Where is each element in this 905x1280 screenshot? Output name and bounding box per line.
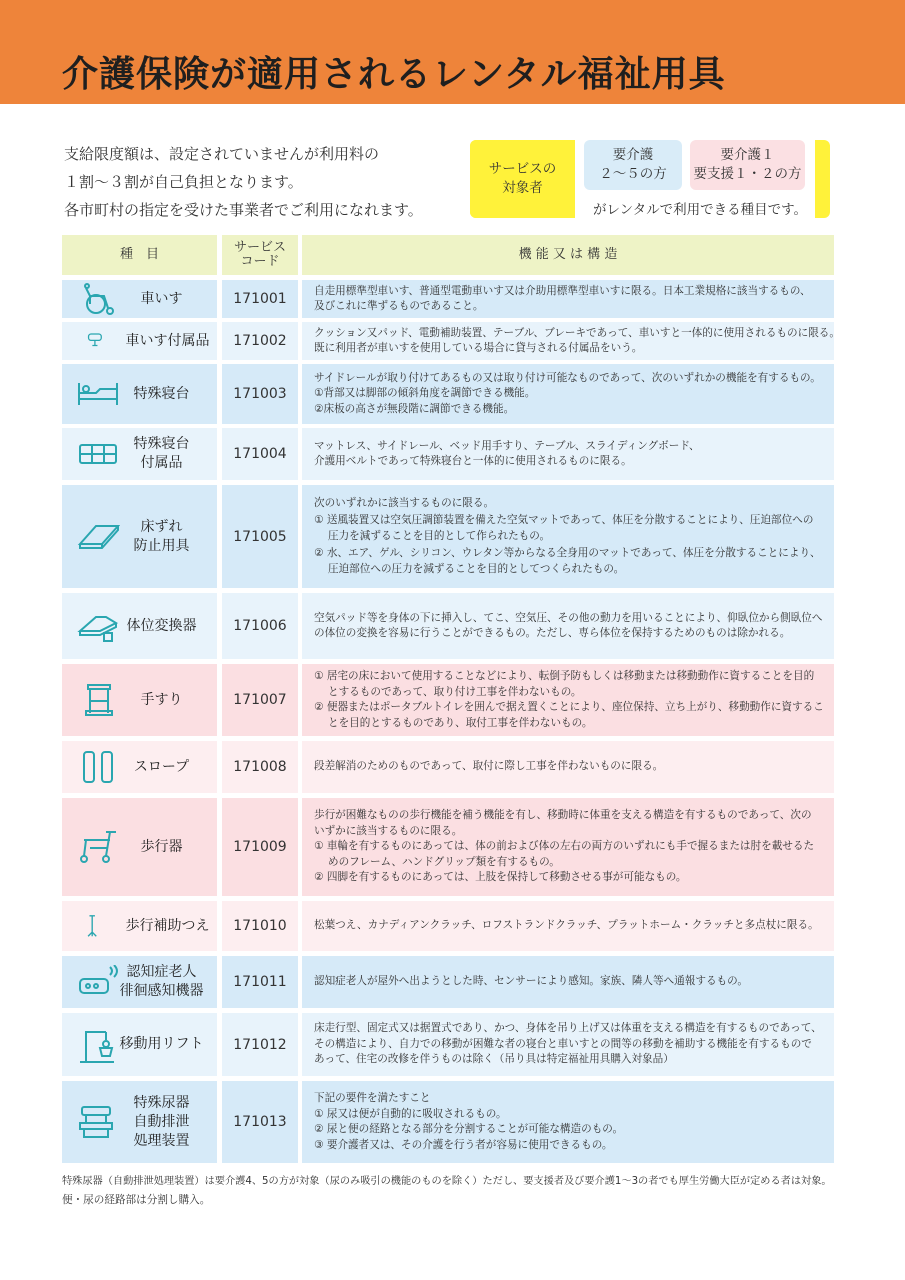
item-desc — [302, 664, 834, 736]
item-name-line: 徘徊感知機器 — [119, 983, 204, 999]
footnote-line: 特殊尿器（自動排泄処理装置）は要介護4、5の方が対象（尿のみ吸引の機能のものを除く）ただし、要支援者及び要介護1〜3の者でも厚生労働大臣が定める者は対象。 — [62, 1176, 832, 1187]
item-name-line: 認知症老人 — [126, 964, 197, 980]
item-desc — [302, 1081, 834, 1163]
item-code: 171005 — [222, 485, 298, 588]
legend-blue-line: 要介護 — [612, 147, 654, 163]
header-code — [222, 235, 298, 275]
desc-line: ②床板の高さが無段階に調節できる機能。 — [314, 402, 515, 415]
table-header — [62, 235, 834, 275]
item-name-line: 防止用具 — [133, 537, 190, 554]
item-code: 171006 — [222, 593, 298, 659]
header-function: 機 能 又 は 構 造 — [302, 235, 834, 275]
item-desc — [302, 280, 834, 318]
item-name: 歩行器 — [140, 838, 183, 855]
table-row — [62, 741, 834, 793]
desc-line: ③ 要介護者又は、その介護を行う者が容易に使用できるもの。 — [314, 1138, 613, 1151]
item-code: 171004 — [222, 428, 298, 480]
desc-line: ① 車輪を有するものにあっては、体の前および体の左右の両方のいずれにも手で握るまたは肘を載せるた — [314, 840, 815, 853]
table-row — [62, 364, 834, 424]
intro-text — [64, 140, 423, 224]
item-code: 171001 — [222, 280, 298, 318]
item-name — [110, 428, 213, 480]
desc-line: 段差解消のためのものであって、取付に際し工事を伴わないものに限る。 — [314, 760, 664, 773]
desc-line: その構造により、自力での移動が困難な者の寝台と車いすとの間等の移動を補助する機能を有するもので — [314, 1037, 812, 1050]
intro-line: １割〜３割が自己負担となります。 — [64, 173, 303, 191]
item-name-line: 処理装置 — [133, 1132, 190, 1149]
desc-line: 松葉つえ、カナディアンクラッチ、ロフストランドクラッチ、プラットホーム・クラッチと多点杖に限る。 — [314, 919, 819, 932]
item-name — [110, 956, 213, 1008]
item-desc — [302, 1013, 834, 1076]
item-code: 171011 — [222, 956, 298, 1008]
item-name: 特殊寝台 — [133, 385, 190, 402]
desc-line: サイドレールが取り付けてあるもの又は取り付け可能なものであって、次のいずれかの機能を有するもの。 — [314, 371, 821, 384]
table-row — [62, 901, 834, 951]
desc-line: 圧迫部位への圧力を減ずることを目的としてつくられたもの。 — [328, 562, 625, 575]
item-desc — [302, 428, 834, 480]
item-desc — [302, 485, 834, 588]
table-row — [62, 428, 834, 480]
intro-line: 各市町村の指定を受けた事業者でご利用になれます。 — [64, 201, 423, 219]
item-desc — [302, 741, 834, 793]
item-desc — [302, 901, 834, 951]
desc-line: ①背部又は脚部の傾斜角度を調節できる機能。 — [314, 387, 536, 400]
table-row — [62, 664, 834, 736]
table-row — [62, 1081, 834, 1163]
item-name-line: 床ずれ — [140, 518, 183, 535]
table-row — [62, 798, 834, 896]
item-desc — [302, 593, 834, 659]
legend-pink-box — [690, 140, 805, 190]
desc-line: 自走用標準型車いす、普通型電動車いす又は介助用標準型車いすに限る。日本工業規格に該当するもの、 — [314, 284, 811, 297]
legend-blue-box — [584, 140, 682, 190]
intro-line: 支給限度額は、設定されていませんが利用料の — [64, 145, 380, 163]
table-row — [62, 956, 834, 1008]
item-code: 171009 — [222, 798, 298, 896]
desc-line: の体位の変換を容易に行うことができるもの。ただし、専ら体位を保持するためのものは除かれる。 — [314, 627, 791, 639]
desc-line: 既に利用者が車いすを使用している場合に貸与される付属品をいう。 — [314, 342, 643, 354]
item-desc — [302, 956, 834, 1008]
page-title: 介護保険が適用されるレンタル福祉用具 — [62, 54, 726, 95]
legend-target-line: 対象者 — [502, 180, 543, 196]
legend-target-line: サービスの — [488, 161, 557, 177]
item-name-line: 特殊尿器 — [133, 1094, 190, 1111]
item-name: 車いす — [140, 290, 183, 307]
item-desc — [302, 798, 834, 896]
desc-line: 介護用ベルトであって特殊寝台と一体的に使用されるものに限る。 — [314, 455, 632, 467]
item-code: 171012 — [222, 1013, 298, 1076]
footnote — [62, 1172, 832, 1210]
item-code: 171002 — [222, 322, 298, 360]
item-desc — [302, 322, 840, 360]
desc-line: 圧力を減ずることを目的として作られたもの。 — [328, 529, 551, 542]
legend-pink-line: 要介護１ — [720, 147, 775, 163]
desc-line: 空気パッド等を身体の下に挿入し、てこ、空気圧、その他の動力を用いることにより、仰臥位から側臥位へ — [314, 611, 823, 624]
desc-line: 下記の要件を満たすこと — [314, 1092, 431, 1104]
desc-line: 認知症老人が屋外へ出ようとした時、センサーにより感知。家族、隣人等へ通報するもの。 — [314, 975, 748, 988]
desc-line: 及びこれに準ずるものであること。 — [314, 300, 484, 312]
footnote-line: 便・尿の経路部は分割し購入。 — [62, 1194, 211, 1206]
desc-line: クッション又パッド、電動補助装置、テーブル、ブレーキであって、車いすと一体的に使用されるものに限る。 — [314, 326, 840, 339]
desc-line: とを目的とするものであり、取付工事を伴わないもの。 — [328, 716, 593, 729]
desc-line: 次のいずれかに該当するものに限る。 — [314, 496, 495, 509]
cushion-icon — [86, 324, 114, 358]
legend-blue-line: ２〜５の方 — [599, 166, 667, 182]
table-row — [62, 280, 834, 318]
cane-icon — [84, 909, 114, 943]
item-code: 171013 — [222, 1081, 298, 1163]
item-code: 171008 — [222, 741, 298, 793]
desc-line: 床走行型、固定式又は据置式であり、かつ、身体を吊り上げ又は体重を支える構造を有するものであって、 — [314, 1022, 822, 1035]
item-name-line: 自動排泄 — [133, 1113, 190, 1130]
desc-line: とするものであって、取り付け工事を伴わないもの。 — [328, 685, 582, 698]
desc-line: ② 四脚を有するものにあっては、上肢を保持して移動させる事が可能なもの。 — [314, 871, 687, 884]
item-name: 移動用リフト — [119, 1036, 204, 1052]
desc-line: ① 尿又は便が自動的に吸収されるもの。 — [314, 1107, 507, 1120]
legend-target-label — [470, 140, 575, 218]
desc-line: ① 送風装置又は空気圧調節装置を備えた空気マットであって、体圧を分散することにより、圧迫部位への — [314, 514, 814, 527]
page-header — [0, 0, 905, 104]
legend-pink-line: 要支援１・２の方 — [693, 166, 802, 182]
desc-line: あって、住宅の改修を伴うものは除く（吊り具は特定福祉用具購入対象品） — [314, 1053, 674, 1066]
item-name — [110, 1081, 213, 1163]
item-name: 車いす付属品 — [125, 332, 210, 349]
item-name-line: 付属品 — [140, 455, 183, 471]
desc-line: ② 水、エア、ゲル、シリコン、ウレタン等からなる全身用のマットであって、体圧を分散することにより、 — [314, 547, 821, 560]
item-name: 手すり — [140, 691, 183, 708]
table-row — [62, 322, 840, 360]
table-row — [62, 1013, 834, 1076]
legend-caption: がレンタルで利用できる種目です。 — [592, 202, 808, 218]
table-row — [62, 593, 834, 659]
item-code: 171003 — [222, 364, 298, 424]
desc-line: いずかに該当するものに限る。 — [314, 824, 463, 837]
header-code-line: コード — [240, 254, 280, 269]
desc-line: ② 尿と便の経路となる部分を分割することが可能な構造のもの。 — [314, 1123, 624, 1135]
header-item: 種 目 — [62, 235, 217, 275]
header-code-line: サービス — [233, 240, 286, 255]
item-name: 体位変換器 — [126, 617, 197, 634]
desc-line: 歩行が困難なものの歩行機能を補う機能を有し、移動時に体重を支える構造を有するものであって、次の — [314, 809, 812, 822]
desc-line: めのフレーム、ハンドグリップ類を有するもの。 — [328, 855, 560, 868]
item-name — [110, 485, 213, 588]
desc-line: マットレス、サイドレール、ベッド用手すり、テーブル、スライディングボード、 — [314, 439, 700, 452]
item-desc — [302, 364, 834, 424]
item-name-line: 特殊寝台 — [133, 436, 190, 452]
item-code: 171007 — [222, 664, 298, 736]
table-row — [62, 485, 834, 588]
item-code: 171010 — [222, 901, 298, 951]
item-name: スロープ — [133, 758, 190, 775]
item-name: 歩行補助つえ — [125, 917, 210, 934]
desc-line: ② 便器またはポータブルトイレを囲んで据え置くことにより、座位保持、立ち上がり、移動動作に資するこ — [314, 701, 824, 713]
desc-line: ① 居宅の床において使用することなどにより、転倒予防もしくは移動または移動動作に資することを目的 — [314, 670, 815, 682]
